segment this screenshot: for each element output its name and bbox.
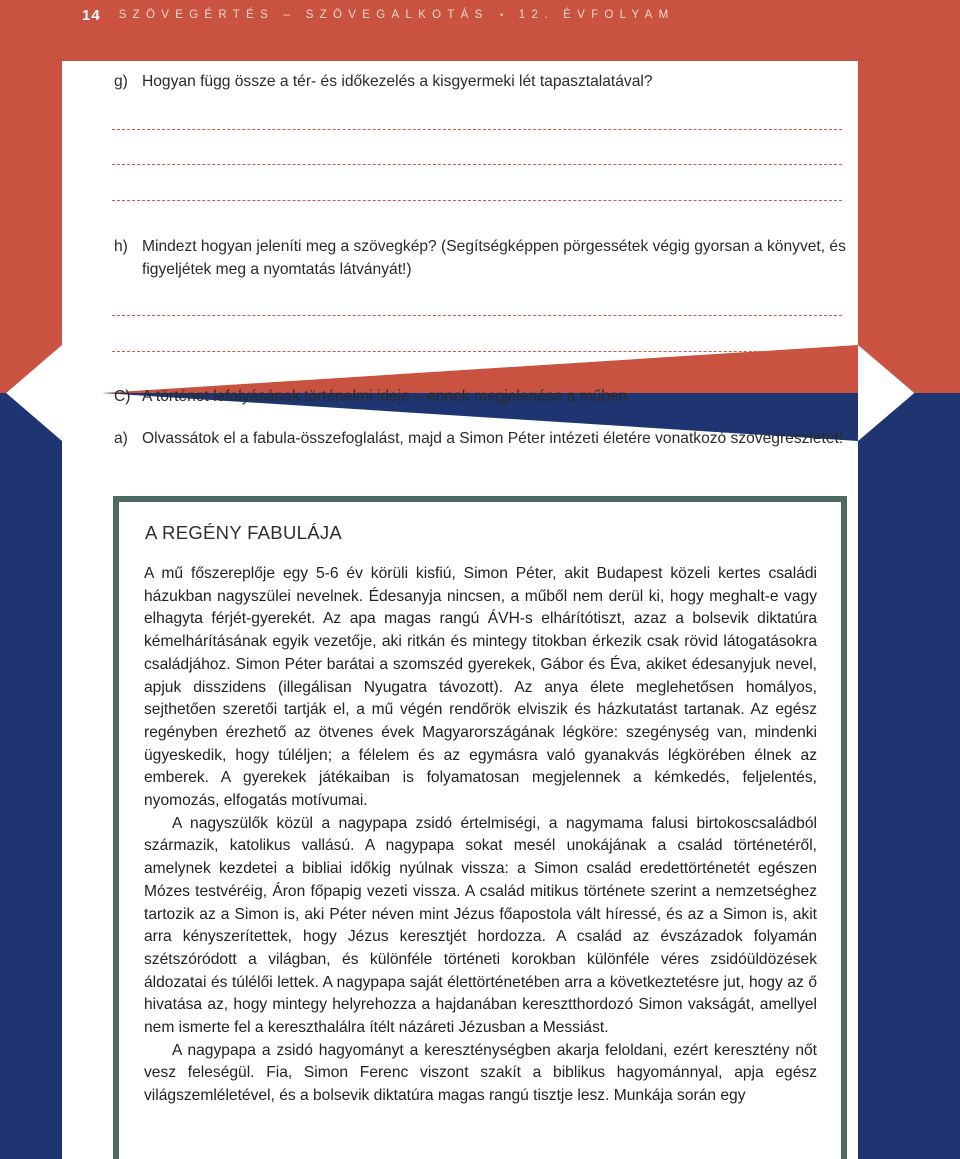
question-label: a)	[114, 430, 128, 447]
answer-line[interactable]	[112, 129, 842, 130]
answer-line[interactable]	[112, 164, 842, 165]
fabula-title: A REGÉNY FABULÁJA	[145, 522, 343, 543]
running-head-bullet: •	[500, 10, 504, 20]
section-c-heading	[114, 385, 846, 408]
answer-line[interactable]	[112, 315, 842, 316]
fabula-paragraph: A nagyszülők közül a nagypapa zsidó értelmiségi, a nagymama falusi birtokoscsaládból származik, katolikus vallású. A nagypapa sokat mesél unokájának a család történetéről, amelynek kezdetei a bibliai időkig nyúlnak vissza: a Simon család eredettörténetét egészen Mózes testvéréig, Áron főpapig vezeti vissza. A család mitikus története szerint a nemzetséghez tartozik az a Simon is, aki Péter néven mint Jézus főapostola vált híressé, és az a Simon is, akit arra kényszerítettek, hogy Jézus keresztjét hordozza. A család az évszázadok folyamán szétszóródott a világban, és különféle történeti korokban különféle véres zsidóüldözések áldozatai és túlélői lettek. A nagypapa saját élettörténetében arra a következtetésre jut, hogy az ő hivatása az, hogy mintegy helyrehozza a hajdanában keresztthordozó Simon vakságát, amellyel nem ismerte fel a kereszthalálra ítélt názáreti Jézusban a Messiást.	[144, 814, 817, 1037]
answer-line[interactable]	[112, 351, 842, 352]
answer-line[interactable]	[112, 200, 842, 201]
question-g	[114, 70, 846, 93]
running-head	[119, 9, 675, 21]
question-label: g)	[114, 73, 128, 90]
question-text: Olvassátok el a fabula-összefoglalást, majd a Simon Péter intézeti életére vonatkozó szövegrészletet!	[142, 430, 844, 447]
question-a	[114, 427, 846, 450]
question-label: h)	[114, 238, 128, 255]
question-text: Hogyan függ össze a tér- és időkezelés a kisgyermeki lét tapasztalatával?	[142, 73, 653, 90]
fabula-text	[144, 563, 817, 1108]
section-label: C)	[114, 388, 131, 405]
fabula-paragraph: A mű főszereplője egy 5-6 év körüli kisfiú, Simon Péter, akit Budapest közeli kertes családi házukban nagyszülei nevelnek. Édesanyja nincsen, a műből nem derül ki, hogy meghalt-e vagy elhagyta férjét-gyerekét. Az apa magas rangú ÁVH-s elhárítótiszt, azaz a bolsevik diktatúra kémelhárításának egyik vezetője, aki ritkán és mintegy titokban érkezik csak rövid látogatásokra családjához. Simon Péter barátai a szomszéd gyerekek, Gábor és Éva, akiket édesanyjuk nevel, apjuk disszidens (illegálisan Nyugatra távozott). Az anya élete meglehetősen homályos, sejthetően szeretői tartják el, a mű végén rendőrök elviszik és házkutatást tartanak. Az egész regényben érezhető az ötvenes évek Magyarországának légköre: szegénység van, mindenki ügyeskedik, hogy túléljen; a félelem és az egymásra való gyanakvás légkörében élnek az emberek. A gyerekek játékaiban is folyamatosan megjelennek a kémkedés, feljelentés, nyomozás, elfogatás motívumai.	[144, 565, 817, 810]
page-header	[0, 0, 960, 30]
running-head-grade: 12. ÉVFOLYAM	[518, 9, 675, 21]
section-title: A történet lefolyásának történelmi ideje – ennek megjelenése a műben	[142, 388, 628, 405]
question-text: Mindezt hogyan jeleníti meg a szövegkép? (Segítségképpen pörgessétek végig gyorsan a könyvet, és figyeljétek meg a nyomtatás látványát!)	[142, 238, 846, 278]
running-head-subject: SZÖVEGÉRTÉS – SZÖVEGALKOTÁS	[118, 9, 489, 21]
page-number: 14	[82, 6, 101, 24]
fabula-paragraph: A nagypapa a zsidó hagyományt a kereszténységben akarja feloldani, ezért keresztény nőt vesz feleségül. Fia, Simon Ferenc viszont szakít a biblikus hagyománnyal, apja egész világszemléletével, és a bolsevik diktatúra magas rangú tisztje lesz. Munkája során egy	[144, 1041, 817, 1105]
question-h	[114, 235, 846, 281]
